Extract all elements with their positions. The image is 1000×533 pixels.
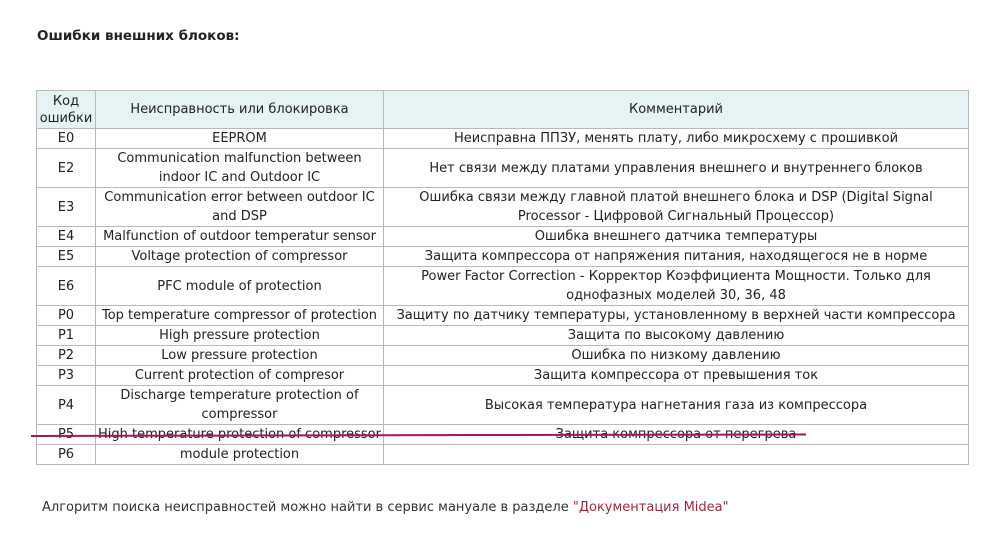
table-row xyxy=(37,386,969,425)
cell-comment: Высокая температура нагнетания газа из компрессора xyxy=(384,386,969,425)
cell-comment: Ошибка связи между главной платой внешнего блока и DSP (Digital Signal Processor - Цифровой Сигнальный Процессор) xyxy=(384,188,969,227)
cell-code: P2 xyxy=(37,346,96,366)
cell-code: E4 xyxy=(37,227,96,247)
cell-fault: High temperature protection of compressor xyxy=(96,425,384,445)
table-row xyxy=(37,326,969,346)
footer-note xyxy=(42,500,729,515)
cell-code: E0 xyxy=(37,129,96,149)
cell-code: P3 xyxy=(37,366,96,386)
page-heading: Ошибки внешних блоков: xyxy=(37,28,240,44)
table-row xyxy=(37,247,969,267)
table-row xyxy=(37,346,969,366)
table-row xyxy=(37,227,969,247)
cell-comment: Защиту по датчику температуры, установленному в верхней части компрессора xyxy=(384,306,969,326)
table-row xyxy=(37,129,969,149)
cell-code: P6 xyxy=(37,445,96,465)
table-row xyxy=(37,366,969,386)
cell-fault: High pressure protection xyxy=(96,326,384,346)
cell-fault: Current protection of compresor xyxy=(96,366,384,386)
cell-code: E2 xyxy=(37,149,96,188)
documentation-link[interactable]: "Документация Midea" xyxy=(572,500,729,515)
cell-fault: Malfunction of outdoor temperatur sensor xyxy=(96,227,384,247)
cell-fault: module protection xyxy=(96,445,384,465)
table-row xyxy=(37,267,969,306)
cell-comment: Ошибка по низкому давлению xyxy=(384,346,969,366)
footer-text: Алгоритм поиска неисправностей можно найти в сервис мануале в разделе xyxy=(42,500,573,515)
error-codes-table xyxy=(36,90,969,465)
cell-code: E6 xyxy=(37,267,96,306)
cell-comment xyxy=(384,445,969,465)
cell-fault: Low pressure protection xyxy=(96,346,384,366)
cell-code: P0 xyxy=(37,306,96,326)
cell-fault: Communication malfunction between indoor IC and Outdoor IC xyxy=(96,149,384,188)
cell-comment: Защита компрессора от напряжения питания, находящегося не в норме xyxy=(384,247,969,267)
header-code: Код ошибки xyxy=(37,91,96,129)
cell-comment: Неисправна ППЗУ, менять плату, либо микросхему с прошивкой xyxy=(384,129,969,149)
handdrawn-underline xyxy=(31,433,806,437)
cell-code: P4 xyxy=(37,386,96,425)
cell-comment: Защита компрессора от превышения ток xyxy=(384,366,969,386)
underline-stroke xyxy=(31,435,806,437)
cell-fault: Top temperature compressor of protection xyxy=(96,306,384,326)
table-header-row xyxy=(37,91,969,129)
header-fault: Неисправность или блокировка xyxy=(96,91,384,129)
cell-code: E3 xyxy=(37,188,96,227)
cell-code: P1 xyxy=(37,326,96,346)
cell-fault: Communication error between outdoor IC and DSP xyxy=(96,188,384,227)
cell-code: E5 xyxy=(37,247,96,267)
cell-comment: Защита компрессора от перегрева xyxy=(384,425,969,445)
cell-fault: Voltage protection of compressor xyxy=(96,247,384,267)
cell-comment: Нет связи между платами управления внешнего и внутреннего блоков xyxy=(384,149,969,188)
cell-code: P5 xyxy=(37,425,96,445)
cell-comment: Защита по высокому давлению xyxy=(384,326,969,346)
cell-comment: Power Factor Correction - Корректор Коэффициента Мощности. Только для однофазных моделей 30, 36, 48 xyxy=(384,267,969,306)
cell-fault: Discharge temperature protection of compressor xyxy=(96,386,384,425)
header-comment: Комментарий xyxy=(384,91,969,129)
cell-fault: EEPROM xyxy=(96,129,384,149)
table-row xyxy=(37,149,969,188)
table-row xyxy=(37,306,969,326)
cell-fault: PFC module of protection xyxy=(96,267,384,306)
table-row xyxy=(37,445,969,465)
table-row xyxy=(37,188,969,227)
cell-comment: Ошибка внешнего датчика температуры xyxy=(384,227,969,247)
